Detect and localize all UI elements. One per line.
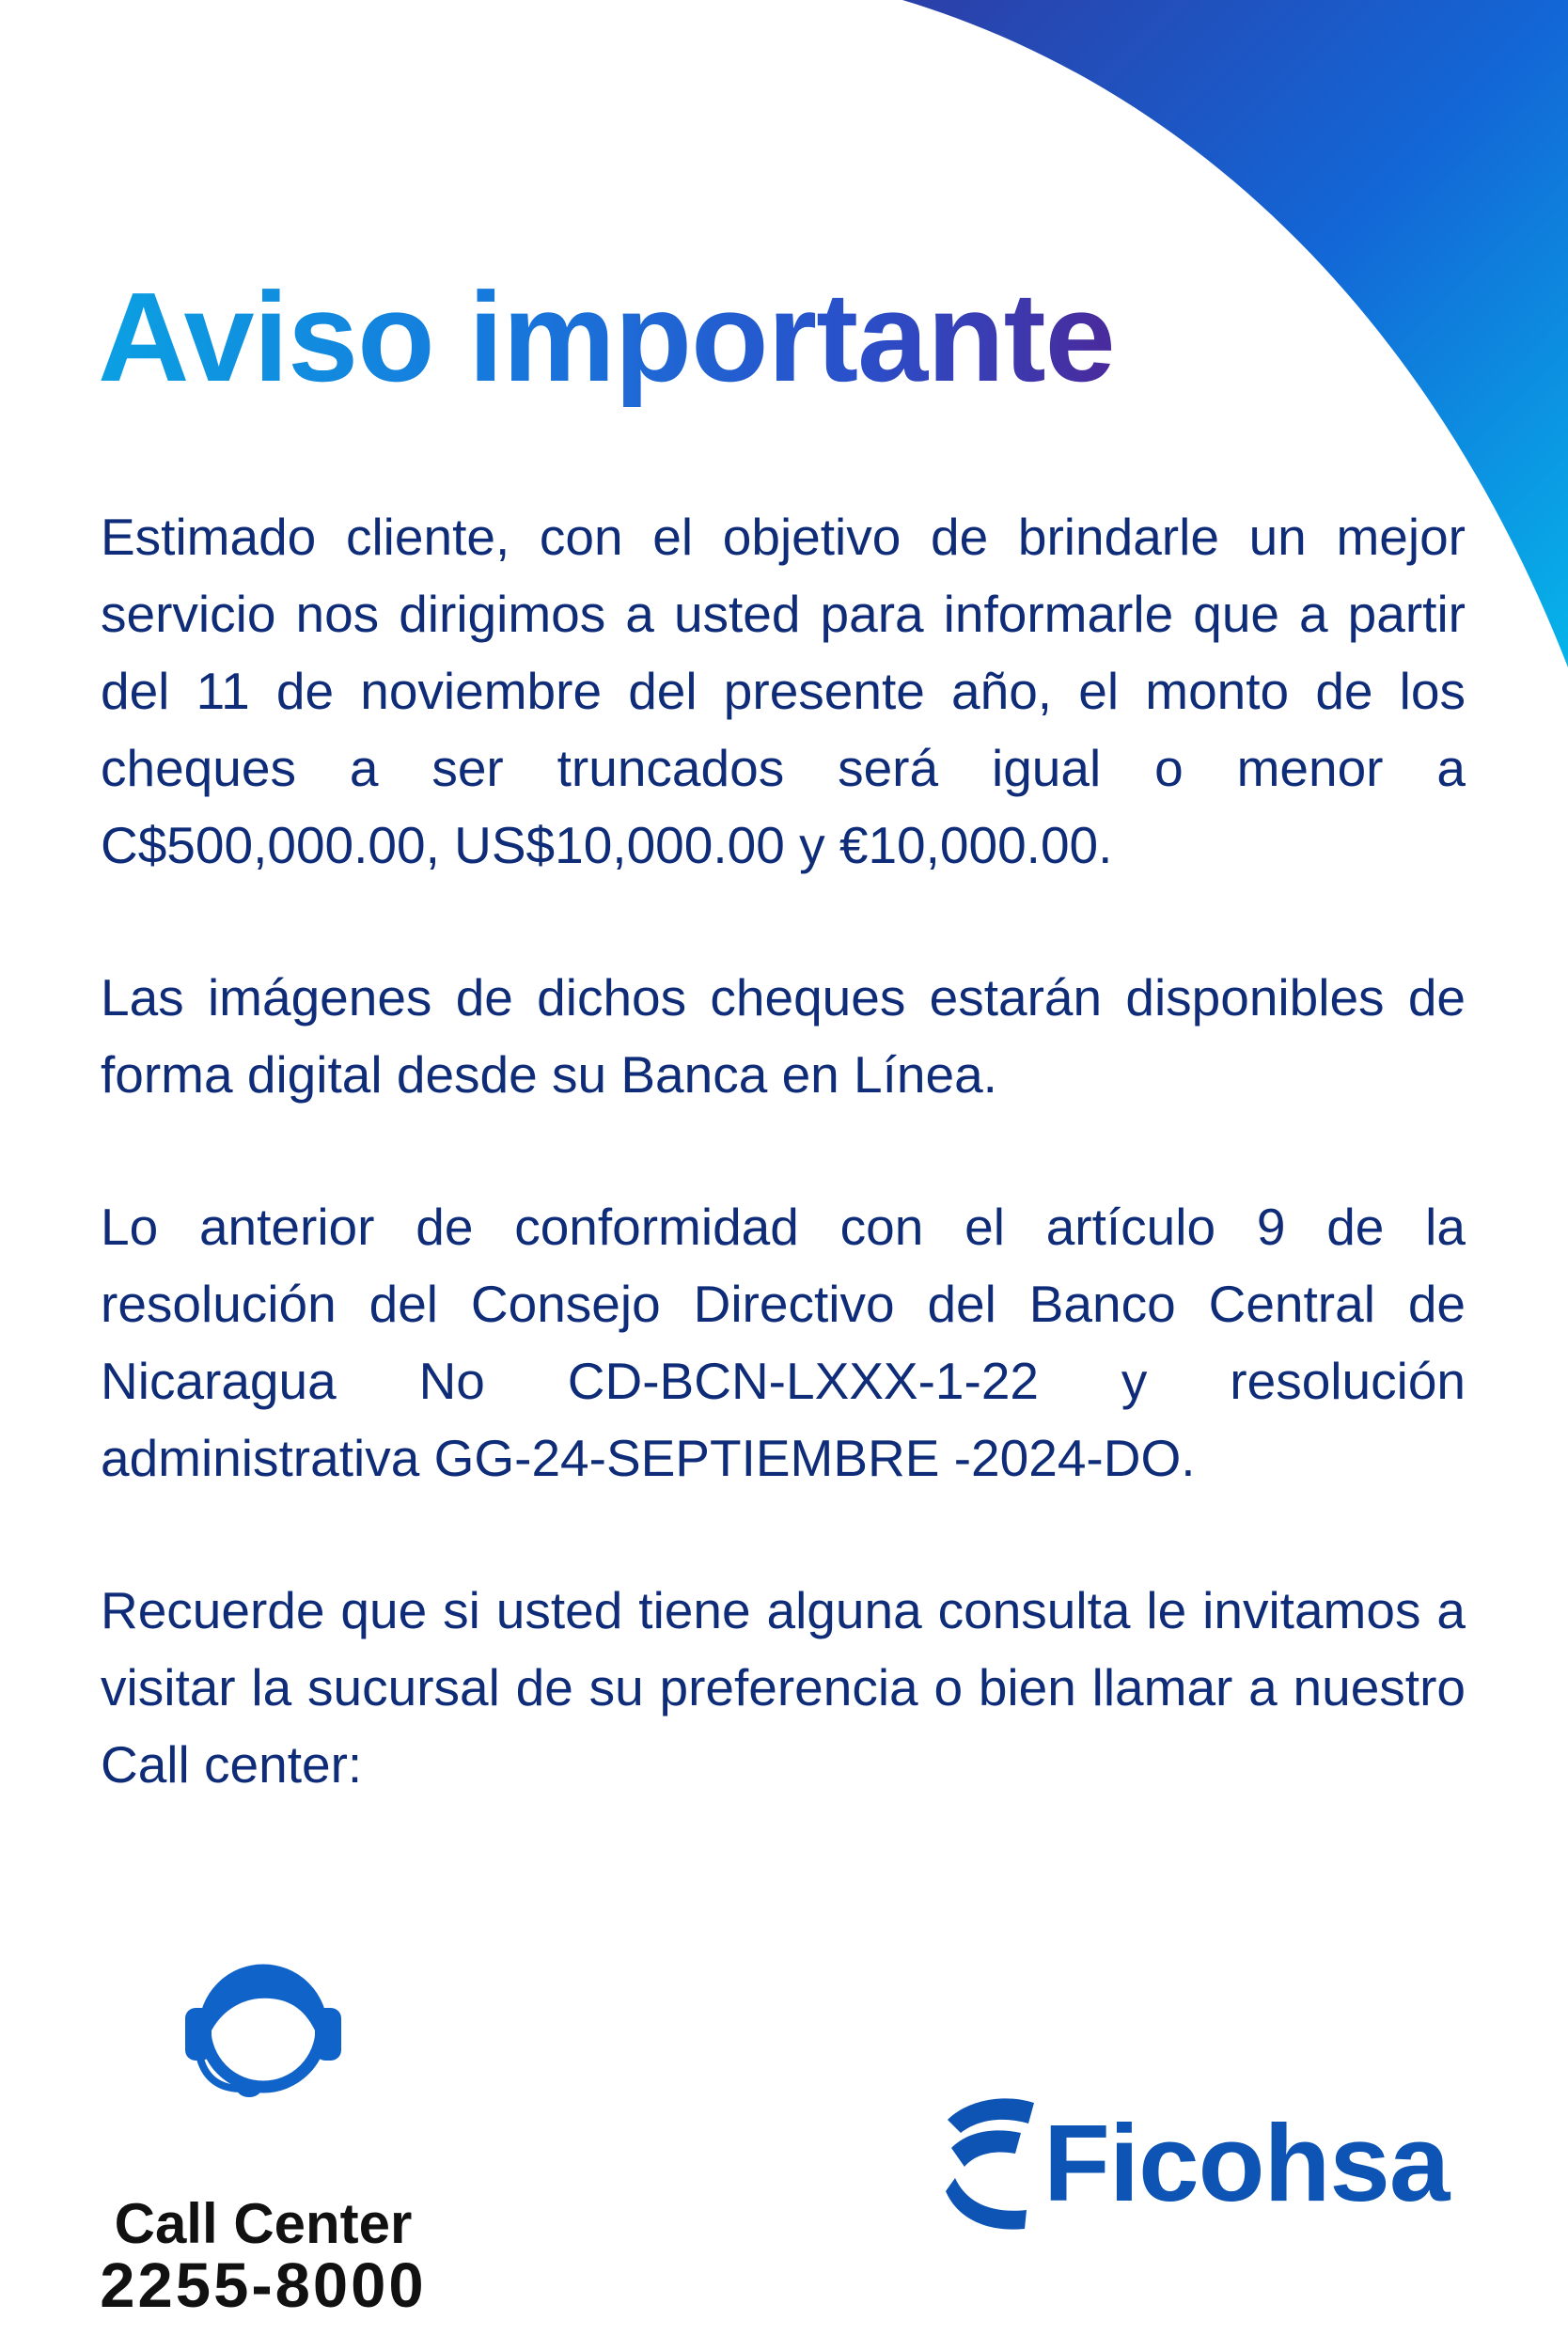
- paragraph-contact: Recuerde que si usted tiene alguna consulta le invitamos a visitar la sucursal de su preferencia o bien llamar a nuestro Call center:: [101, 1581, 1466, 1794]
- brand-name: Ficohsa: [1043, 2102, 1450, 2224]
- paragraph-intro: Estimado cliente, con el objetivo de brindarle un mejor servicio nos dirigimos a usted para informarle que a partir del 11 de noviembre del presente año, el monto de los cheques a ser truncados será igual o menor a C$500,000.00, US$10,000.00 y €10,000.00.: [101, 508, 1466, 874]
- notice-body: [101, 498, 1466, 1878]
- paragraph-digital-images: Las imágenes de dichos cheques estarán disponibles de forma digital desde su Banca en Línea.: [101, 968, 1466, 1104]
- page-title: Aviso importante: [98, 266, 1115, 408]
- headset-icon: [183, 1946, 343, 2106]
- call-center-label: Call Center: [114, 2192, 413, 2255]
- ficohsa-logo-icon: [940, 2092, 1043, 2233]
- call-center-phone: 2255-8000: [100, 2250, 427, 2321]
- paragraph-legal-basis: Lo anterior de conformidad con el artículo 9 de la resolución del Consejo Directivo del Banco Central de Nicaragua No CD-BCN-LXXX-1-22 y resolución administrativa GG-24-SEPTIEMBRE -2024-DO.: [101, 1198, 1466, 1487]
- ficohsa-logo: [940, 2092, 1495, 2233]
- call-center-block: [75, 1946, 451, 2320]
